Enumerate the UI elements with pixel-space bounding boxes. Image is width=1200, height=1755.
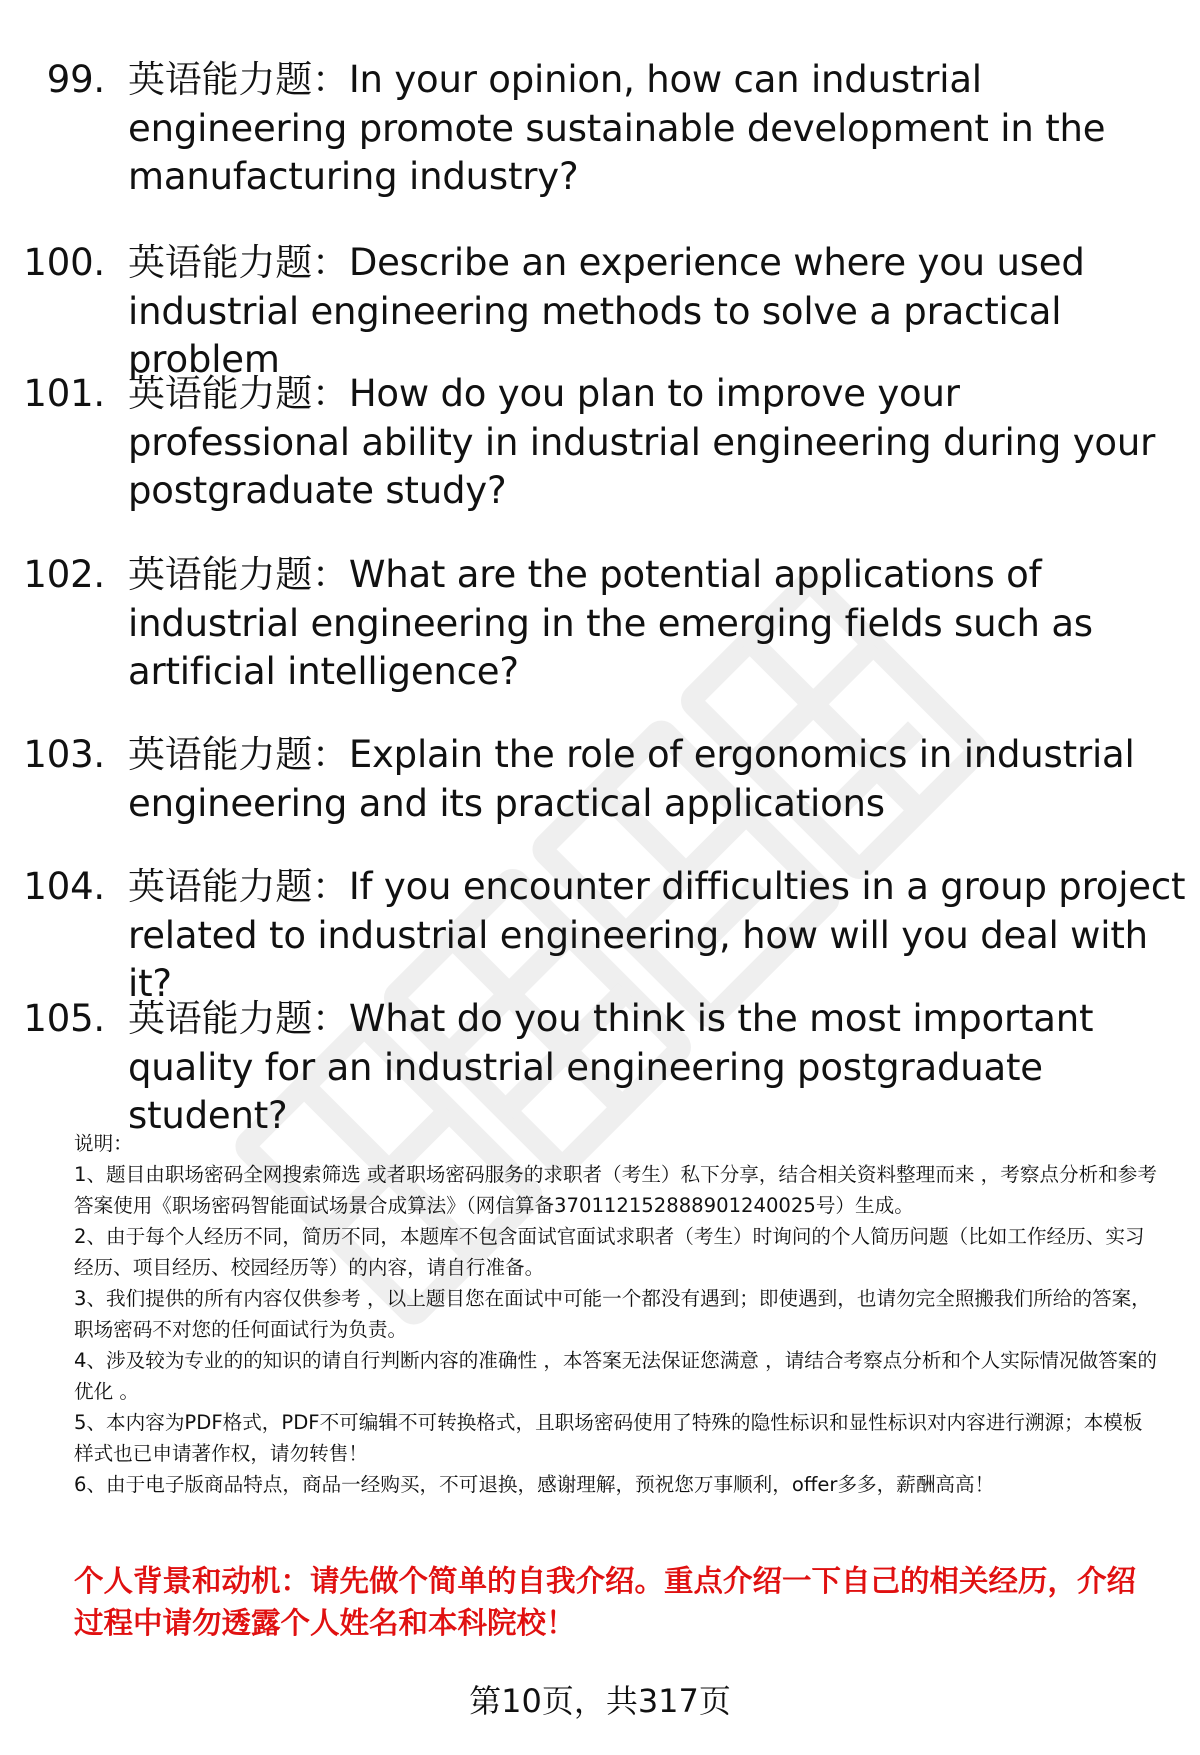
question-text: If you encounter difficulties in a group project related to industrial engineering, how will you deal with it? [128,865,1186,1005]
question-number: 104. [23,865,105,908]
question-label: 英语能力题： [128,997,349,1040]
question-text: Explain the role of ergonomics in industrial engineering and its practical applications [128,733,1135,825]
question-text: What are the potential applications of industrial engineering in the emerging fields such as artificial intelligence? [128,553,1093,693]
question-label: 英语能力题： [128,241,349,284]
question-body [128,731,1188,828]
notes-heading: 说明： [74,1132,133,1155]
question-number: 101. [23,372,105,415]
question-body [128,551,1188,697]
page-number: 第10页，共317页 [469,1682,731,1720]
note-item: 2、由于每个人经历不同，简历不同，本题库不包含面试官面试求职者（考生）时询问的个人简历问题（比如工作经历、实习经历、项目经历、校园经历等）的内容，请自行准备。 [74,1225,1145,1279]
note-item: 6、由于电子版商品特点，商品一经购买，不可退换，感谢理解，预祝您万事顺利，offer多多，薪酬高高！ [74,1473,995,1496]
question-text: In your opinion, how can industrial engineering promote sustainable development in the manufacturing industry? [128,58,1106,198]
note-item: 1、题目由职场密码全网搜索筛选 或者职场密码服务的求职者（考生）私下分享，结合相关资料整理而来 ，考察点分析和参考答案使用《职场密码智能面试场景合成算法》（网信算备370112152888901240025号）生成。 [74,1163,1157,1217]
section-heading-red: 个人背景和动机：请先做个简单的自我介绍。重点介绍一下自己的相关经历，介绍过程中请勿透露个人姓名和本科院校！ [74,1564,1137,1640]
question-label: 英语能力题： [128,865,349,908]
note-item: 5、本内容为PDF格式，PDF不可编辑不可转换格式，且职场密码使用了特殊的隐性标识和显性标识对内容进行溯源；本模板样式也已申请著作权，请勿转售！ [74,1411,1143,1465]
question-number: 105. [23,997,105,1040]
question-label: 英语能力题： [128,372,349,415]
note-item: 4、涉及较为专业的的知识的请自行判断内容的准确性 ，本答案无法保证您满意 ，请结合考察点分析和个人实际情况做答案的优化 。 [74,1349,1157,1403]
question-number: 100. [23,241,105,284]
question-text: Describe an experience where you used industrial engineering methods to solve a practical problem [128,241,1085,381]
question-body [128,56,1188,202]
question-body [128,995,1188,1141]
notes-section [74,1128,1160,1500]
question-body [128,239,1188,385]
question-number: 99. [46,58,105,101]
question-number: 102. [23,553,105,596]
note-item: 3、我们提供的所有内容仅供参考 ，以上题目您在面试中可能一个都没有遇到；即使遇到，也请勿完全照搬我们所给的答案，职场密码不对您的任何面试行为负责。 [74,1287,1151,1341]
question-text: What do you think is the most important quality for an industrial engineering postgraduate student? [128,997,1094,1137]
question-label: 英语能力题： [128,58,349,101]
question-number: 103. [23,733,105,776]
question-body [128,370,1188,516]
question-body [128,863,1188,1009]
question-label: 英语能力题： [128,733,349,776]
question-text: How do you plan to improve your professional ability in industrial engineering during your postgraduate study? [128,372,1156,512]
question-label: 英语能力题： [128,553,349,596]
